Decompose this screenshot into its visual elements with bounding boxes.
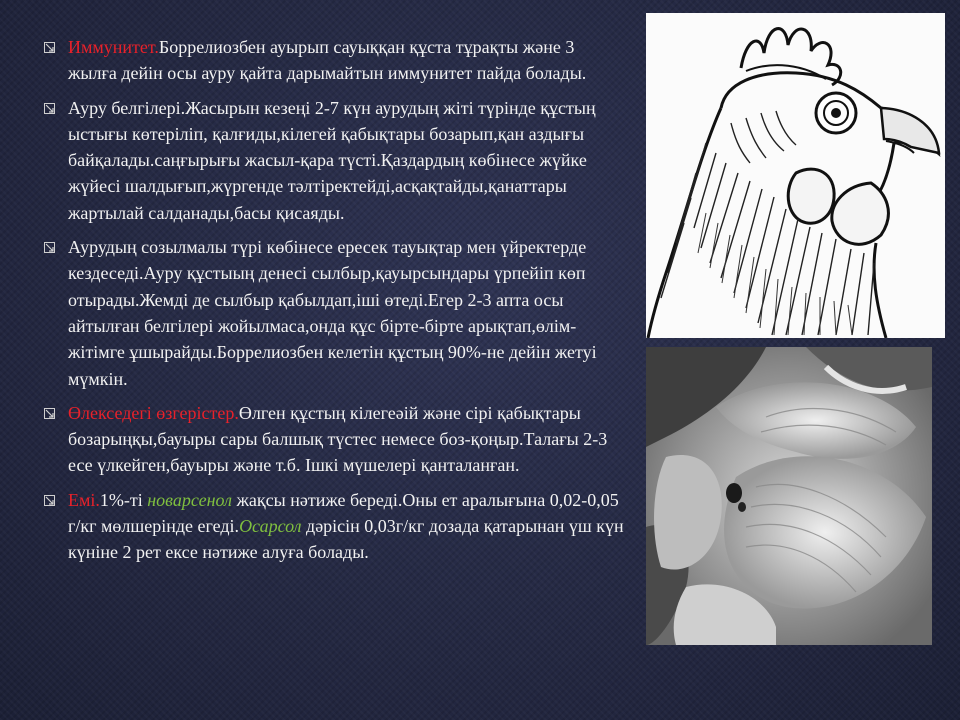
bullet-segment: Емі. [68, 489, 100, 510]
bullet-segment: Өлген құстың кілегеәій және сірі қабықтары бозарыңқы,бауыры сары балшық түстес немесе боз-қоңыр.Талағы 2-3 есе үлкейген,бауыры және т.б. Ішкі мүшелері қанталанған. [68, 402, 608, 476]
rooster-head-illustration [646, 13, 945, 338]
necropsy-photo-drawing [646, 347, 932, 645]
bullet-segment: Ауру белгілері.Жасырын кезеңі 2-7 күн аурудың жіті түрінде құстың ыстығы көтеріліп, қалғиды,кілегей қабықтары бозарып,қан аздығы байқалады.саңғырығы жасыл-қара түсті.Қаздардың көбінесе жүйке жүйесі шалдығып,жүргенде тәлтіректейді,асқақтайды,қанаттары жартылай салданады,басы қисаяды. [68, 97, 596, 223]
bullet-segment: 1%-ті [99, 489, 148, 510]
rooster-drawing [646, 13, 945, 338]
bullet-item [42, 234, 624, 392]
bullet-segment: Иммунитет. [68, 37, 159, 57]
bullet-segment: Боррелиозбен ауырып сауыққан құста тұрақты және 3 жылға дейін осы ауру қайта дарымайтын иммунитет пайда болады. [68, 37, 587, 84]
bullet-segment: новарсенол [147, 489, 232, 510]
necropsy-tissue-photo [646, 347, 932, 645]
bullet-segment: жақсы нәтиже береді.Оны ет аралығына 0,02-0,05 г/кг мөлшерінде егеді. [68, 489, 619, 537]
bullet-item [42, 487, 624, 566]
bullet-item [42, 95, 624, 226]
boxed-arrow-bullet-icon [44, 408, 55, 419]
boxed-arrow-bullet-icon [44, 495, 55, 506]
boxed-arrow-bullet-icon [44, 242, 55, 253]
boxed-arrow-bullet-icon [44, 103, 55, 114]
bullet-segment: дәрісін 0,03г/кг дозада қатарынан үш күн күніне 2 рет ексе нәтиже алуға болады. [68, 516, 624, 563]
boxed-arrow-bullet-icon [44, 42, 55, 53]
bullet-item [42, 34, 624, 87]
slide-text-body [42, 34, 624, 574]
bullet-segment: Осарсол [239, 516, 302, 537]
bullet-segment: Өлекседегі өзгерістер. [68, 402, 239, 423]
bullet-item [42, 400, 624, 479]
bullet-segment: Аурудың созылмалы түрі көбінесе ересек тауықтар мен үйректерде кездеседі.Ауру құстыың денесі сылбыр,қауырсындары үрпейіп көп отырады.Жемді де сылбыр қабылдап,іші өтеді.Егер 2-3 апта осы айтылған белгілері жойылмаса,онда құс бірте-бірте арықтап,өлім-жітімге ұшырайды.Боррелиозбен келетін құстың 90%-не дейін жетуі мүмкін. [68, 237, 597, 389]
